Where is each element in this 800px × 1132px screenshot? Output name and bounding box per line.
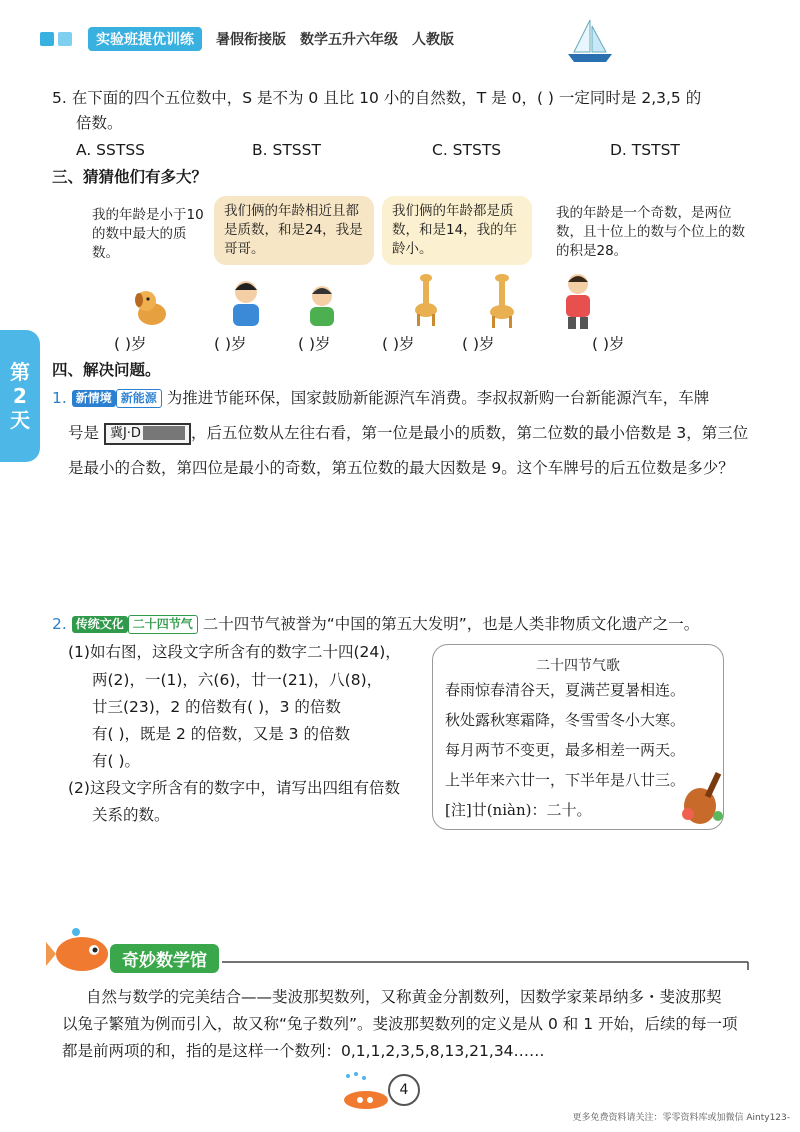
tag-new-energy: 新能源 xyxy=(116,389,162,408)
q5-line2: 倍数。 xyxy=(76,114,123,132)
poem-title: 二十四节气歌 xyxy=(536,658,620,674)
page-number: 4 xyxy=(388,1074,420,1106)
day-tab-line1: 第 xyxy=(10,360,30,384)
pipa-instrument-icon xyxy=(676,770,732,828)
q5-option-b[interactable]: B. STSST xyxy=(252,141,321,159)
edition: 暑假衔接版 xyxy=(216,32,286,48)
q5-option-c[interactable]: C. STSTS xyxy=(432,141,502,159)
answer-age-4[interactable]: ( )岁 xyxy=(382,335,415,353)
fun-math-line2: 以兔子繁殖为例而引入，故又称“兔子数列”。斐波那契数列的定义是从 0 和 1 开始，后续的每一项 xyxy=(62,1015,738,1033)
answer-age-2[interactable]: ( )岁 xyxy=(214,335,247,353)
p2-sub2-line2: 关系的数。 xyxy=(92,806,170,824)
teen-boy-icon xyxy=(558,272,600,330)
fun-math-line3: 都是前两项的和，指的是这样一个数列：0,1,1,2,3,5,8,13,21,34…… xyxy=(62,1042,545,1060)
answer-age-5[interactable]: ( )岁 xyxy=(462,335,495,353)
license-plate xyxy=(104,423,191,445)
p2-sub1-line2: 两(2)，一(1)，六(6)，廿一(21)，八(8)， xyxy=(92,671,383,689)
page-header xyxy=(38,28,454,50)
answer-age-1[interactable]: ( )岁 xyxy=(114,335,147,353)
giraffe-small-icon xyxy=(410,272,442,328)
section4-title: 四、解决问题。 xyxy=(52,361,161,379)
day-tab xyxy=(0,330,40,462)
problem-1-text2b: ，后五位数从左往右看，第一位是最小的质数，第二位数的最小倍数是 3，第三位 xyxy=(190,424,749,442)
license-plate-mask xyxy=(143,426,185,440)
day-tab-line3: 天 xyxy=(10,408,30,432)
fish-mascot-icon xyxy=(46,926,116,976)
q5-option-a[interactable]: A. SSTSS xyxy=(76,141,146,159)
section3-title: 三、猜猜他们有多大？ xyxy=(52,168,208,186)
footer-note: 更多免费资料请关注：零零资料库或加微信 Ainty123- xyxy=(572,1113,790,1123)
answer-age-3[interactable]: ( )岁 xyxy=(298,335,331,353)
boy-older-icon xyxy=(224,278,268,328)
p2-sub2-line1: (2)这段文字所含有的数字中，请写出四组有倍数 xyxy=(68,779,400,797)
problem-1-line2 xyxy=(68,421,748,445)
poem-line-2: 秋处露秋寒霜降，冬雪雪冬小大寒。 xyxy=(445,711,686,729)
submarine-icon xyxy=(338,1070,394,1112)
p2-sub1-line4[interactable]: 有( )，既是 2 的倍数，又是 3 的倍数 xyxy=(92,725,350,743)
q5-option-d[interactable]: D. TSTST xyxy=(610,141,680,159)
publisher: 人教版 xyxy=(412,32,454,48)
fun-math-line1: 自然与数学的完美结合——斐波那契数列，又称黄金分割数列，因数学家莱昂纳多・斐波那契 xyxy=(86,988,722,1006)
answer-age-6[interactable]: ( )岁 xyxy=(592,335,625,353)
bubble-1: 我的年龄是小于10的数中最大的质数。 xyxy=(92,207,204,261)
poem-note: [注]廿(niàn)：二十。 xyxy=(445,801,592,819)
problem-1-line1 xyxy=(52,386,709,410)
q5-line1: 5. 在下面的四个五位数中，S 是不为 0 且比 10 小的自然数，T 是 0，( ) 一定同时是 2,3,5 的 xyxy=(52,89,702,107)
poem-line-1: 春雨惊春清谷天，夏满芒夏暑相连。 xyxy=(445,681,686,699)
bubble-3: 我们俩的年龄都是质数，和是14，我的年龄小。 xyxy=(382,196,532,265)
brand-title: 实验班提优训练 xyxy=(88,27,202,51)
bubble-2: 我们俩的年龄相近且都是质数，和是24，我是哥哥。 xyxy=(214,196,374,265)
problem-1-text3: 是最小的合数，第四位是最小的奇数，第五位数的最大因数是 9。这个车牌号的后五位数是多少？ xyxy=(68,459,734,477)
poem-line-4: 上半年来六廿一，下半年是八廿三。 xyxy=(445,771,686,789)
problem-2-number: 2. xyxy=(52,615,67,633)
tag-solar-terms: 二十四节气 xyxy=(128,615,198,634)
problem-2-line xyxy=(52,612,699,636)
puppy-icon xyxy=(130,286,170,328)
p2-sub1-line1: (1)如右图，这段文字所含有的数字二十四(24)， xyxy=(68,643,401,661)
boy-younger-icon xyxy=(302,282,342,328)
problem-2-text: 二十四节气被誉为“中国的第五大发明”，也是人类非物质文化遗产之一。 xyxy=(202,615,700,633)
p2-sub1-line3[interactable]: 廿三(23)，2 的倍数有( )，3 的倍数 xyxy=(92,698,341,716)
tag-new-context: 新情境 xyxy=(72,390,116,407)
giraffe-large-icon xyxy=(484,272,520,330)
problem-1-text2a: 号是 xyxy=(68,424,100,442)
p2-sub1-line5[interactable]: 有( )。 xyxy=(92,752,141,770)
problem-1-text1: 为推进节能环保，国家鼓励新能源汽车消费。李叔叔新购一台新能源汽车，车牌 xyxy=(166,389,710,407)
poem-line-3: 每月两节不变更，最多相差一两天。 xyxy=(445,741,686,759)
sailboat-icon xyxy=(560,18,620,66)
fun-math-title: 奇妙数学馆 xyxy=(110,944,219,973)
bubble-4: 我的年龄是一个奇数，是两位数，且十位上的数与个位上的数的积是28。 xyxy=(556,205,745,259)
day-tab-line2: 2 xyxy=(13,384,27,408)
book-logo-icon xyxy=(38,28,74,50)
tag-traditional-culture: 传统文化 xyxy=(72,616,128,633)
license-plate-text: 冀J·D xyxy=(109,425,141,441)
grade: 数学五升六年级 xyxy=(300,32,398,48)
problem-1-number: 1. xyxy=(52,389,67,407)
